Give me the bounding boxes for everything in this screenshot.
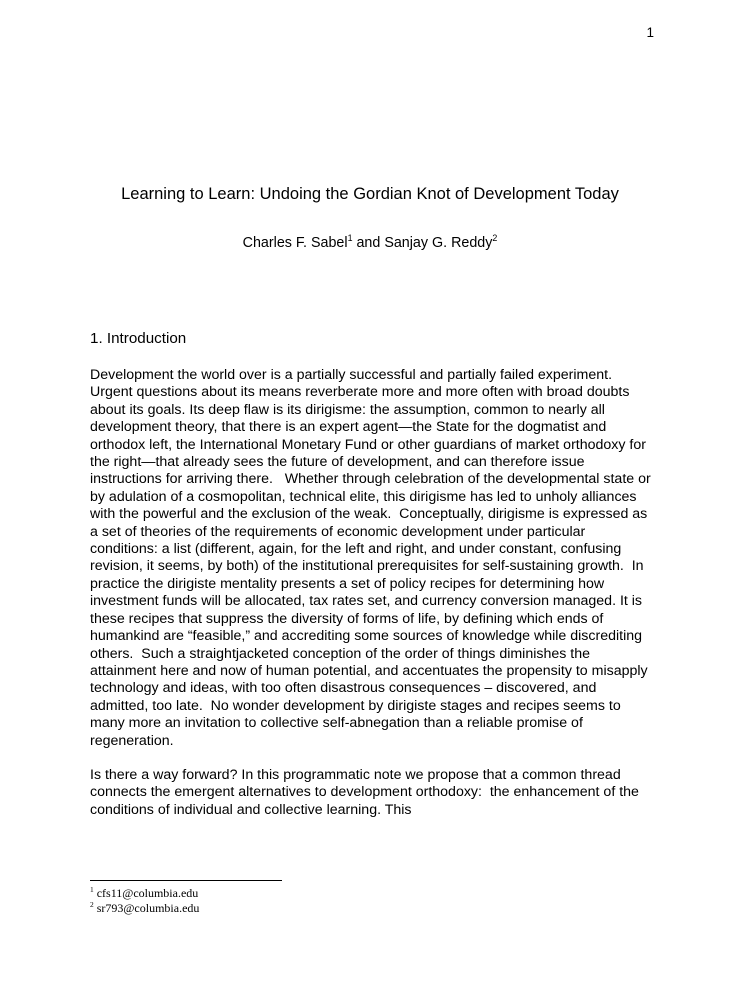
author-1-footnote-marker: 1	[347, 233, 353, 244]
body-text	[90, 367, 655, 836]
footnote-2-text: sr793@columbia.edu	[96, 901, 200, 915]
footnotes-section	[90, 880, 652, 916]
section-heading-introduction: 1. Introduction	[90, 330, 187, 347]
footnote-1-marker: 1	[90, 885, 94, 894]
footnote-1	[90, 886, 652, 901]
page-number: 1	[646, 25, 654, 40]
author-1: Charles F. Sabel	[242, 235, 348, 251]
author-2-footnote-marker: 2	[492, 233, 498, 244]
author-2: Sanjay G. Reddy	[384, 235, 493, 251]
footnote-separator-line	[90, 880, 282, 881]
paragraph-1: Development the world over is a partially successful and partially failed experiment. Urgent questions about its means reverberate more and more often with broad doubts about its goals. Its deep flaw is its dirigisme: the assumption, common to nearly all development theory, that there is an expert agent—the State for the dogmatist and orthodox left, the International Monetary Fund or other guardians of market orthodoxy for the right—that already sees the future of development, and can therefore issue instructions for arriving there. Whether through celebration of the developmental state or by adulation of a cosmopolitan, technical elite, this dirigisme has led to unholy alliances with the powerful and the exclusion of the weak. Conceptually, dirigisme is expressed as a set of theories of the requirements of economic development under particular conditions: a list (different, again, for the left and right, and under constant, confusing revision, it seems, by both) of the institutional prerequisites for self-sustaining growth. In practice the dirigiste mentality presents a set of policy recipes for determining how investment funds will be allocated, tax rates set, and currency conversion managed. It is these recipes that suppress the diversity of forms of life, by defining which ends of humankind are “feasible,” and accrediting some sources of knowledge while discrediting others. Such a straightjacketed conception of the order of things diminishes the attainment here and now of human potential, and accentuates the propensity to misapply technology and ideas, with too often disastrous consequences – discovered, and admitted, too late. No wonder development by dirigiste stages and recipes seems to many more an invitation to collective self-abnegation than a reliable promise of regeneration.	[90, 367, 655, 749]
authors-line	[40, 235, 700, 251]
paper-title: Learning to Learn: Undoing the Gordian Knot of Development Today	[121, 185, 619, 203]
footnote-2-marker: 2	[90, 900, 94, 909]
paragraph-2: Is there a way forward? In this programmatic note we propose that a common thread connects the emergent alternatives to development orthodoxy: the enhancement of the conditions of individual and collective learning. This	[90, 766, 643, 818]
footnote-1-text: cfs11@columbia.edu	[96, 886, 199, 900]
authors-separator: and	[352, 235, 385, 251]
footnote-2	[90, 901, 652, 916]
